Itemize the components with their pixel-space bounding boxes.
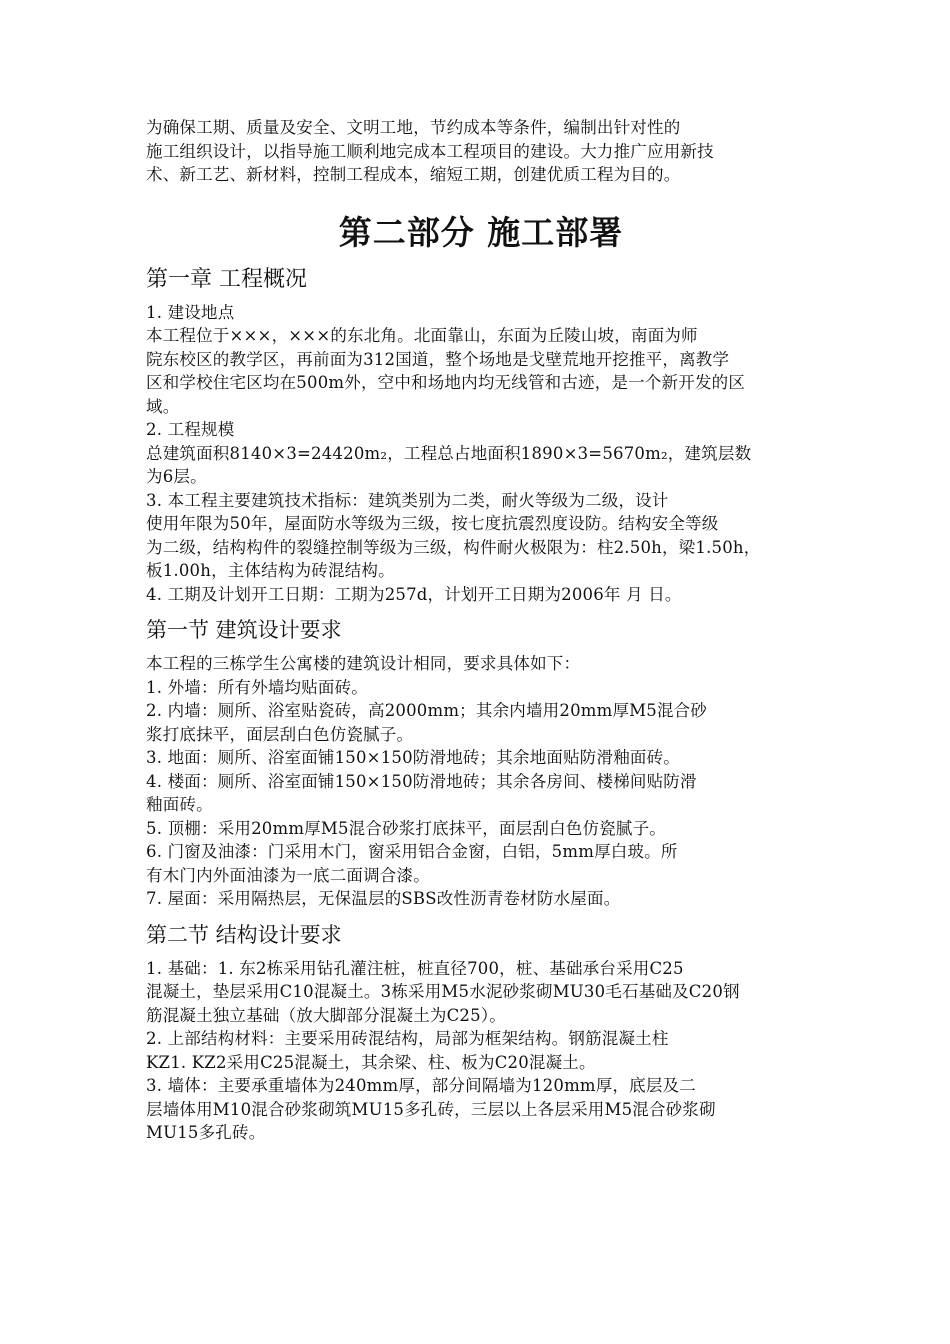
text-line: 1. 基础：1. 东2栋采用钻孔灌注桩，桩直径700，桩、基础承台采用C25 <box>146 958 684 978</box>
text-line: 7. 屋面：采用隔热层，无保温层的SBS改性沥青卷材防水屋面。 <box>146 889 621 908</box>
text-line: 浆打底抹平，面层刮白色仿瓷腻子。 <box>146 724 414 744</box>
text-line: 使用年限为50年，屋面防水等级为三级，按七度抗震烈度设防。结构安全等级 <box>146 514 719 533</box>
text-line: 筋混凝土独立基础（放大脚部分混凝土为C25）。 <box>146 1005 506 1025</box>
text-line: 板1.00h，主体结构为砖混结构。 <box>146 561 395 580</box>
chapter-title: 第一章 工程概况 <box>146 266 307 292</box>
intro-line: 为确保工期、质量及安全、文明工地，节约成本等条件，编制出针对性的 <box>146 118 681 137</box>
text-line: 区和学校住宅区均在500m外，空中和场地内均无线管和古迹，是一个新开发的区 <box>146 373 746 392</box>
text-line: 层墙体用M10混合砂浆砌筑MU15多孔砖，三层以上各层采用M5混合砂浆砌 <box>146 1099 716 1119</box>
text-line: 釉面砖。 <box>146 795 213 814</box>
text-line: 2. 上部结构材料：主要采用砖混结构，局部为框架结构。钢筋混凝土柱 <box>146 1029 669 1048</box>
text-line: 3. 墙体：主要承重墙体为240mm厚，部分间隔墙为120mm厚，底层及二 <box>146 1076 696 1095</box>
text-line: 为二级，结构构件的裂缝控制等级为三级，构件耐火极限为：柱2.50h，梁1.50h， <box>146 537 761 557</box>
section-body <box>146 957 816 1145</box>
text-line: 3. 地面：厕所、浴室面铺150×150防滑地砖；其余地面贴防滑釉面砖。 <box>146 748 680 767</box>
text-line: 1. 建设地点 <box>146 302 235 322</box>
text-line: 6. 门窗及油漆：门采用木门，窗采用铝合金窗，白铝，5mm厚白玻。所 <box>146 842 678 861</box>
document-page <box>146 116 816 1145</box>
text-line: 本工程的三栋学生公寓楼的建筑设计相同，要求具体如下： <box>146 654 581 673</box>
text-line: 4. 工期及计划开工日期：工期为257d，计划开工日期为2006年 月 日。 <box>146 584 682 604</box>
intro-paragraph <box>146 116 816 187</box>
part-title: 第二部分 施工部署 <box>338 212 624 252</box>
text-line: 2. 内墙：厕所、浴室贴瓷砖，高2000mm；其余内墙用20mm厚M5混合砂 <box>146 701 708 720</box>
section-body <box>146 652 816 911</box>
intro-line: 术、新工艺、新材料，控制工程成本，缩短工期，创建优质工程为目的。 <box>146 165 681 184</box>
text-line: 1. 外墙：所有外墙均贴面砖。 <box>146 677 368 697</box>
text-line: 3. 本工程主要建筑技术指标：建筑类别为二类，耐火等级为二级，设计 <box>146 490 669 510</box>
intro-line: 施工组织设计，以指导施工顺利地完成本工程项目的建设。大力推广应用新技 <box>146 141 714 161</box>
text-line: 总建筑面积8140×3=24420m₂，工程总占地面积1890×3=5670m₂，建筑层数 <box>146 443 752 463</box>
text-line: 域。 <box>146 396 180 416</box>
text-line: 2. 工程规模 <box>146 420 235 439</box>
text-line: 院东校区的教学区，再前面为312国道，整个场地是戈壁荒地开挖推平，离教学 <box>146 349 730 369</box>
text-line: 为6层。 <box>146 467 207 486</box>
chapter-body <box>146 301 816 607</box>
text-line: 本工程位于×××，×××的东北角。北面靠山，东面为丘陵山坡，南面为师 <box>146 326 698 345</box>
section-title: 第二节 结构设计要求 <box>146 922 342 947</box>
text-line: 混凝土，垫层采用C10混凝土。3栋采用M5水泥砂浆砌MU30毛石基础及C20钢 <box>146 982 740 1001</box>
text-line: 5. 顶棚：采用20mm厚M5混合砂浆打底抹平，面层刮白色仿瓷腻子。 <box>146 818 666 838</box>
section-title: 第一节 建筑设计要求 <box>146 618 342 642</box>
text-line: 有木门内外面油漆为一底二面调合漆。 <box>146 865 430 885</box>
text-line: MU15多孔砖。 <box>146 1123 266 1142</box>
text-line: 4. 楼面：厕所、浴室面铺150×150防滑地砖；其余各房间、楼梯间贴防滑 <box>146 771 697 791</box>
text-line: KZ1. KZ2采用C25混凝土，其余梁、柱、板为C20混凝土。 <box>146 1052 596 1072</box>
